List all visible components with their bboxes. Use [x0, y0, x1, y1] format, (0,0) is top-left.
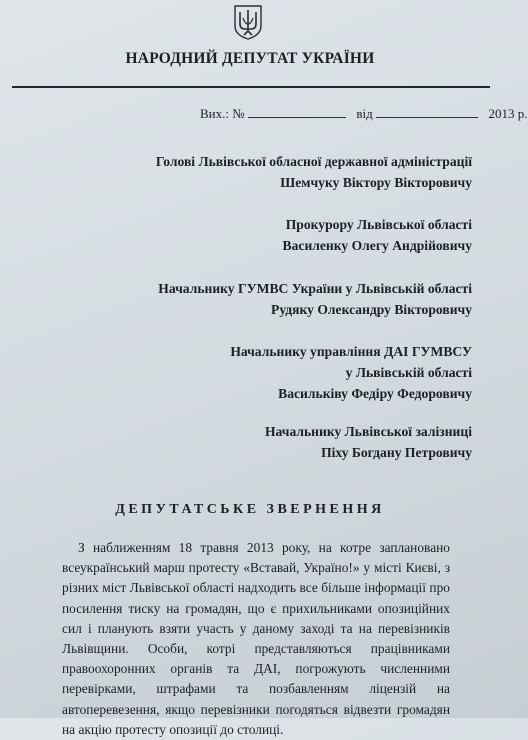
addressee-position: Начальнику Львівської залізниці	[264, 424, 472, 439]
year-suffix: 2013 р.	[488, 106, 528, 121]
date-blank	[376, 107, 478, 118]
addressee-position: Голові Львівської обласної державної адміністрації	[155, 154, 472, 169]
outgoing-number-label: Вих.: №	[200, 106, 245, 121]
addressee-block	[156, 151, 472, 193]
addressee-block	[158, 278, 472, 320]
body-paragraph-text: З наближенням 18 травня 2013 року, на котре заплановано всеукраїнський марш протесту «Вставай, Україно!» у місті Києві, з різних міст Львівської області надходить все більше інформації про посилення тиску на громадян, що є прихильниками опозиційних сил і планують взяти участь у даному заході та на перевізників Львівщини. Особи, котрі представляються працівниками правоохоронних органів та ДАІ, погрожують численними перевірками, штрафами та позбавленням ліцензій на автоперевезення, якщо перевізники погодяться відвезти громадян на акцію протесту опозиції до столиці.	[62, 540, 450, 737]
addressee-block	[265, 421, 472, 463]
document-heading: ДЕПУТАТСЬКЕ ЗВЕРНЕННЯ	[115, 502, 385, 517]
addressee-name: Васильківу Федіру Федоровичу	[278, 386, 472, 401]
addressee-position: Начальнику ГУМВС України у Львівській області	[158, 281, 472, 296]
addressee-name: Шемчуку Віктору Вікторовичу	[280, 175, 472, 190]
addressee-block	[283, 214, 472, 256]
page-title: НАРОДНИЙ ДЕПУТАТ УКРАЇНИ	[125, 50, 375, 67]
date-from-label: від	[356, 106, 373, 121]
addressee-position: Начальнику управління ДАІ ГУМВСУ	[230, 344, 472, 359]
addressee-block	[230, 341, 472, 404]
header-divider	[12, 86, 490, 88]
addressee-position-region: у Львівській області	[345, 365, 472, 380]
addressee-name: Піху Богдану Петровичу	[321, 445, 472, 460]
reference-line	[200, 106, 528, 122]
trident-coat-of-arms-icon	[233, 4, 263, 40]
body-paragraph	[62, 538, 450, 740]
outgoing-number-blank	[248, 107, 346, 118]
addressee-name: Василенку Олегу Андрійовичу	[282, 238, 472, 253]
addressee-name: Рудяку Олександру Вікторовичу	[271, 302, 472, 317]
addressee-position: Прокурору Львівської області	[285, 217, 472, 232]
